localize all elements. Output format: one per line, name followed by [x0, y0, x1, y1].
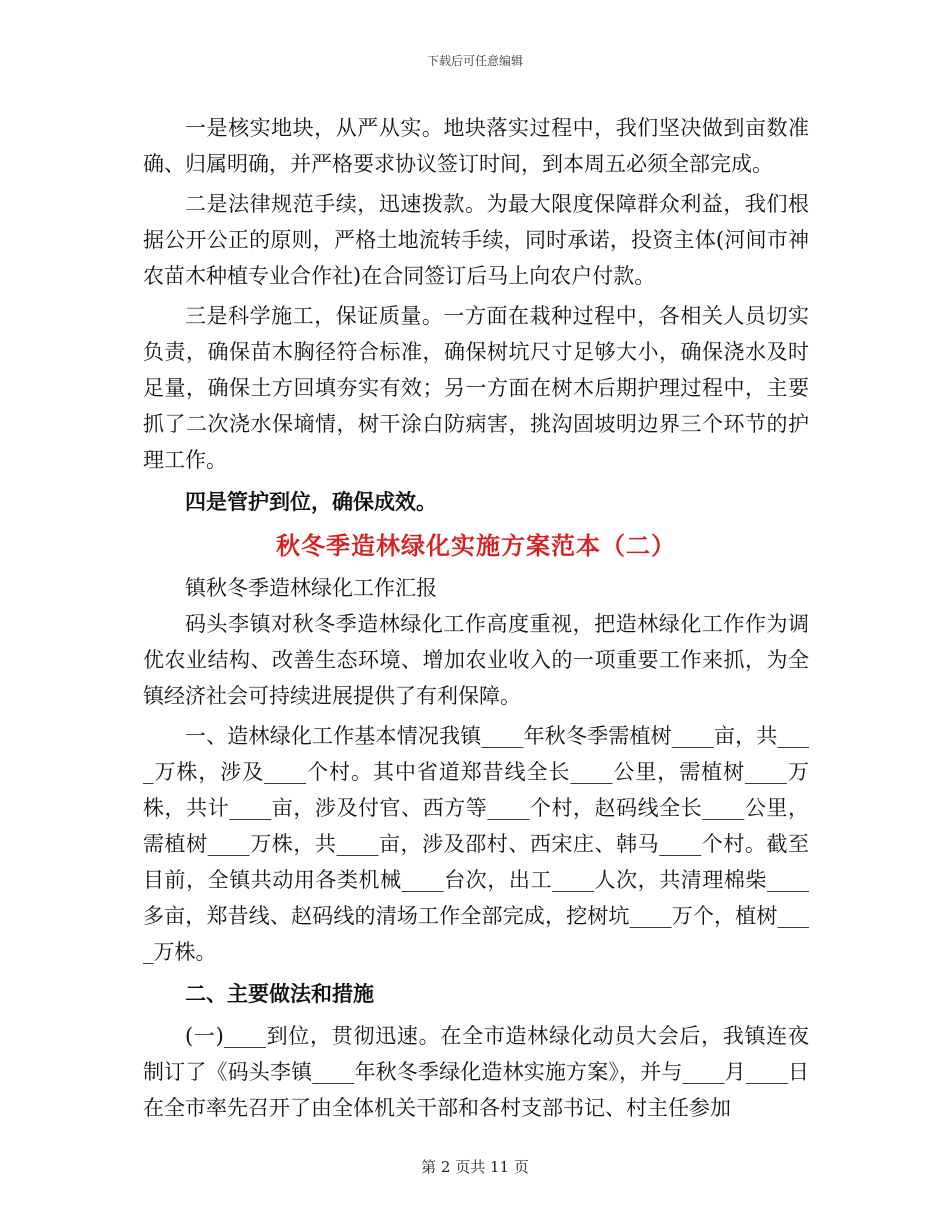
page-footer: 第 2 页共 11 页 [421, 1158, 529, 1176]
paragraph-legal-procedures: 二是法律规范手续，迅速拨款。为最大限度保障群众利益，我们根据公开公正的原则，严格土地流转手续，同时承诺，投资主体(河间市神农苗木种植专业合作社)在合同签订后马上向农户付款。 [143, 192, 809, 288]
section-title: 秋冬季造林绿化实施方案范本（二） [276, 531, 676, 560]
page-header: 下载后可任意编辑 [426, 54, 523, 68]
paragraph-measures-first: (一)____到位，贯彻迅速。在全市造林绿化动员大会后，我镇连夜制订了《码头李镇____年秋冬季绿化造林实施方案》，并与____月____日在全市率先召开了由全体机关干部和各村支部书记、村主任参加 [143, 1024, 809, 1120]
paragraph-basic-situation: 一、造林绿化工作基本情况我镇____年秋冬季需植树____亩，共____万株，涉及____个村。其中省道郑昔线全长____公里，需植树____万株，共计____亩，涉及付官、西方等____个村，赵码线全长____公里，需植树____万株，共____亩，涉及邵村、西宋庄、韩马____个村。截至目前，全镇共动用各类机械____台次，出工____人次，共清理棉柴____多亩，郑昔线、赵码线的清场工作全部完成，挖树坑____万个，植树____万株。 [143, 724, 809, 964]
paragraph-verify-land: 一是核实地块，从严从实。地块落实过程中，我们坚决做到亩数准确、归属明确，并严格要求协议签订时间，到本周五必须全部完成。 [143, 116, 809, 176]
paragraph-report-title: 镇秋冬季造林绿化工作汇报 [185, 576, 437, 600]
paragraph-scientific-construction: 三是科学施工，保证质量。一方面在栽种过程中，各相关人员切实负责，确保苗木胸径符合标准，确保树坑尺寸足够大小，确保浇水及时足量，确保土方回填夯实有效；另一方面在树木后期护理过程中，主要抓了二次浇水保墒情，树干涂白防病害，挑沟固坡明边界三个环节的护理工作。 [143, 304, 809, 472]
paragraph-maintenance-heading: 四是管护到位，确保成效。 [185, 489, 437, 514]
document-body [143, 110, 809, 1126]
paragraph-measures-heading: 二、主要做法和措施 [185, 981, 374, 1006]
paragraph-intro: 码头李镇对秋冬季造林绿化工作高度重视，把造林绿化工作作为调优农业结构、改善生态环境、增加农业收入的一项重要工作来抓，为全镇经济社会可持续进展提供了有利保障。 [143, 612, 809, 708]
